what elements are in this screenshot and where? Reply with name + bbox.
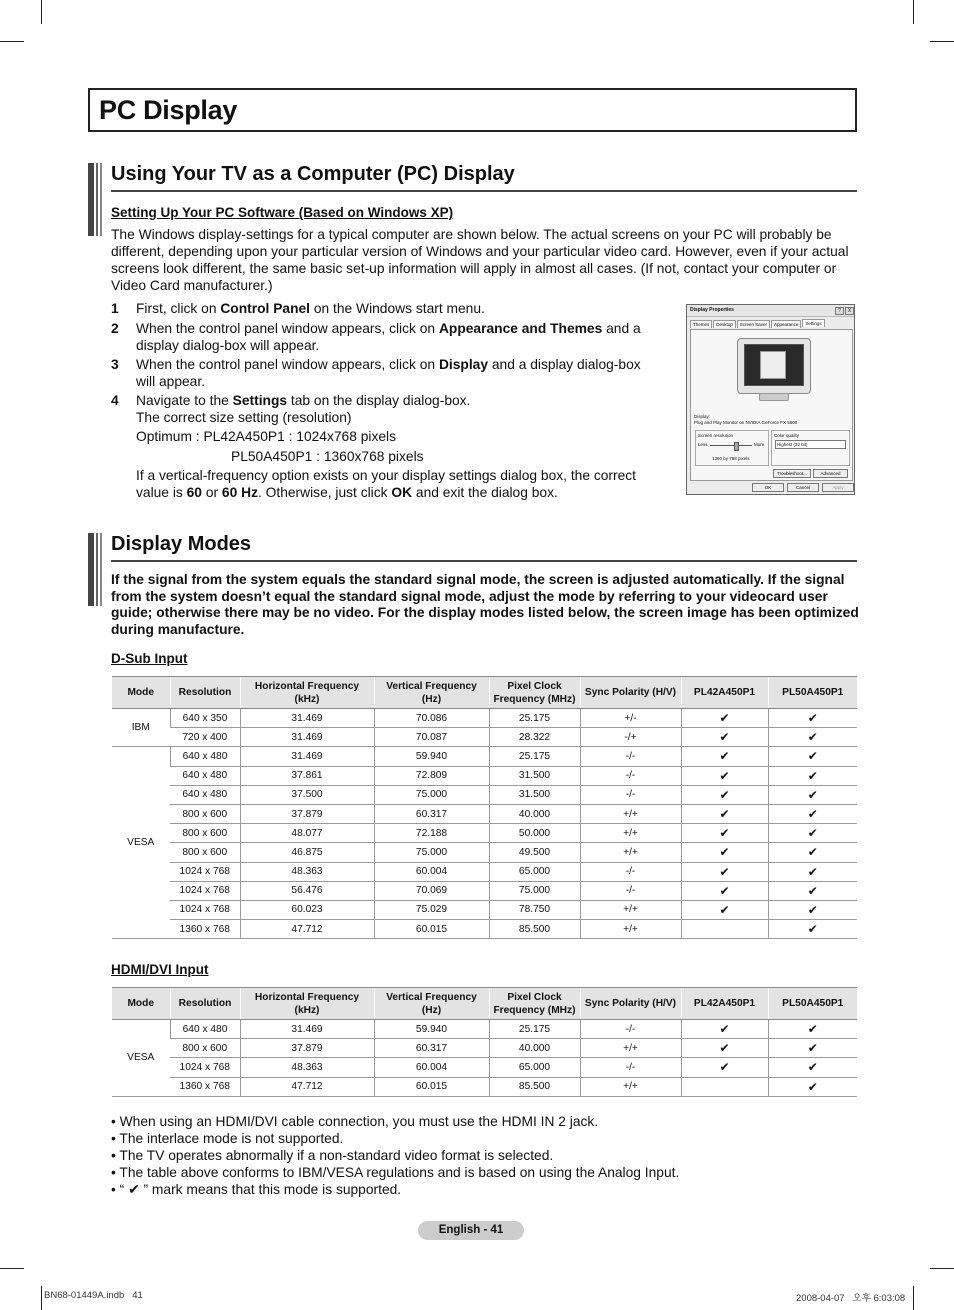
table-cell: 40.000 (489, 1039, 580, 1058)
step-text: When the control panel window appears, click on (136, 321, 439, 336)
step-text: The correct size setting (resolution) (136, 410, 352, 425)
mode-cell: VESA (112, 1020, 170, 1097)
step-number: 3 (111, 357, 119, 372)
step-bold: Settings (232, 393, 288, 408)
support-check-cell: ✔ (768, 1077, 857, 1096)
table-cell: 48.077 (240, 824, 374, 843)
color-quality-group (771, 430, 850, 466)
support-check-cell: ✔ (768, 1058, 857, 1077)
file-info: BN68-01449A.indb 41 (44, 1290, 143, 1301)
table-cell: 60.023 (240, 900, 374, 919)
table-cell: 48.363 (240, 862, 374, 881)
settings-pane (690, 329, 853, 481)
step-number: 1 (111, 301, 119, 316)
step-bold: 60 Hz (221, 485, 258, 500)
table-row (112, 1077, 857, 1096)
support-check-cell: ✔ (768, 709, 857, 728)
table-cell: 47.712 (240, 920, 374, 939)
table-cell: -/- (580, 766, 681, 785)
display-properties-dialog (686, 304, 855, 495)
table-cell: 640 x 480 (170, 766, 240, 785)
col-header: Pixel Clock Frequency (MHz) (489, 677, 580, 709)
print-timestamp: 2008-04-07 오후 6:03:08 (796, 1293, 906, 1304)
support-check-cell: ✔ (681, 881, 768, 900)
monitor-icon (737, 338, 811, 394)
table-cell: -/- (580, 1058, 681, 1077)
support-check-cell: ✔ (681, 862, 768, 881)
support-check-cell: ✔ (768, 1020, 857, 1039)
support-check-cell: ✔ (681, 824, 768, 843)
tab-screen-saver[interactable]: Screen Saver (737, 320, 770, 328)
notes-list (111, 1113, 679, 1198)
table-cell: +/- (580, 709, 681, 728)
table-cell: 25.175 (489, 1020, 580, 1039)
support-check-cell: ✔ (681, 785, 768, 804)
support-check-cell: ✔ (681, 804, 768, 823)
table-cell: 60.015 (374, 1077, 489, 1096)
table-cell: 1360 x 768 (170, 920, 240, 939)
table-cell: 800 x 600 (170, 804, 240, 823)
support-check-cell (681, 920, 768, 939)
table-cell: 37.879 (240, 804, 374, 823)
table-cell: 800 x 600 (170, 1039, 240, 1058)
table-cell: 60.004 (374, 862, 489, 881)
crop-mark (930, 41, 954, 42)
intro-paragraph: The Windows display-settings for a typical computer are shown below. The actual screens on your PC will probably be different, depending upon your particular version of Windows and your particular video card. However, even if your actual screens look different, the same basic set-up information will apply in almost all cases. (If not, contact your computer or Video Card manufacturer.) (111, 227, 849, 293)
apply-button[interactable]: Apply (822, 483, 854, 492)
table-row (112, 747, 857, 766)
support-check-cell: ✔ (768, 766, 857, 785)
table-cell: 1024 x 768 (170, 881, 240, 900)
table-cell: 60.317 (374, 804, 489, 823)
table-row (112, 1039, 857, 1058)
support-check-cell: ✔ (768, 862, 857, 881)
table-cell: 72.188 (374, 824, 489, 843)
crop-mark (913, 1286, 914, 1310)
table-cell: 50.000 (489, 824, 580, 843)
table-cell: 60.015 (374, 920, 489, 939)
dsub-modes-table (112, 676, 857, 939)
step-text: or (201, 485, 222, 500)
table-cell: 1360 x 768 (170, 1077, 240, 1096)
resolution-line-42: Optimum : PL42A450P1 : 1024x768 pixels (136, 429, 396, 444)
cancel-button[interactable]: Cancel (787, 483, 819, 492)
ok-button[interactable]: OK (752, 483, 784, 492)
list-item: • The table above conforms to IBM/VESA regulations and is based on using the Analog Input. (111, 1165, 680, 1180)
col-header: Vertical Frequency (Hz) (374, 677, 489, 709)
table-cell: 46.875 (240, 843, 374, 862)
table-cell: 60.317 (374, 1039, 489, 1058)
resolution-label: Screen resolution (698, 433, 734, 438)
mode-cell: IBM (112, 709, 170, 747)
list-item: • When using an HDMI/DVI cable connection, you must use the HDMI IN 2 jack. (111, 1114, 599, 1129)
tab-appearance[interactable]: Appearance (771, 320, 801, 328)
section-rule (111, 190, 857, 192)
table-cell: 31.469 (240, 747, 374, 766)
table-cell: 59.940 (374, 1020, 489, 1039)
col-header: Sync Polarity (H/V) (580, 988, 681, 1020)
table-cell: 59.940 (374, 747, 489, 766)
tab-settings[interactable]: Settings (802, 319, 824, 327)
table-row (112, 862, 857, 881)
dsub-heading: D-Sub Input (111, 651, 188, 666)
table-cell: 1024 x 768 (170, 1058, 240, 1077)
table-cell: 31.469 (240, 1020, 374, 1039)
col-header: PL42A450P1 (681, 677, 768, 709)
table-cell: 75.029 (374, 900, 489, 919)
table-header-row (112, 677, 857, 709)
hdmi-heading: HDMI/DVI Input (111, 962, 209, 977)
step-text: display dialog-box will appear. (136, 338, 320, 353)
display-value: Plug and Play Monitor on NVIDIA GeForce FX 5600 (694, 420, 798, 425)
table-cell: 31.469 (240, 728, 374, 747)
table-cell: 78.750 (489, 900, 580, 919)
display-label: Display: (694, 414, 711, 419)
table-row (112, 709, 857, 728)
step-bold: Appearance and Themes (438, 321, 603, 336)
table-cell: 720 x 400 (170, 728, 240, 747)
section-rule (111, 560, 857, 562)
table-cell: -/- (580, 747, 681, 766)
step-text: . Otherwise, just click (257, 485, 392, 500)
col-header: Mode (112, 988, 170, 1020)
window-icon (760, 351, 786, 379)
table-cell: 31.500 (489, 785, 580, 804)
support-check-cell: ✔ (768, 785, 857, 804)
col-header: Horizontal Frequency (kHz) (240, 677, 374, 709)
table-cell: 800 x 600 (170, 843, 240, 862)
step-text: and a (602, 321, 641, 336)
color-quality-label: Color quality (774, 433, 800, 438)
step-text: will appear. (136, 374, 206, 389)
support-check-cell: ✔ (768, 843, 857, 862)
troubleshoot-button[interactable]: Troubleshoot... (773, 469, 811, 478)
dialog-titlebar (687, 305, 854, 317)
table-cell: 640 x 480 (170, 785, 240, 804)
crop-mark (913, 0, 914, 24)
table-cell: -/- (580, 785, 681, 804)
table-cell: 28.322 (489, 728, 580, 747)
mode-cell: VESA (112, 747, 170, 939)
support-check-cell: ✔ (681, 1039, 768, 1058)
table-cell: +/+ (580, 920, 681, 939)
table-cell: -/- (580, 862, 681, 881)
col-header: PL50A450P1 (768, 677, 857, 709)
support-check-cell: ✔ (768, 747, 857, 766)
table-cell: 37.500 (240, 785, 374, 804)
col-header: Vertical Frequency (Hz) (374, 988, 489, 1020)
monitor-screen (744, 344, 804, 386)
tab-themes[interactable]: Themes (690, 320, 712, 328)
table-cell: +/+ (580, 824, 681, 843)
table-cell: 1024 x 768 (170, 900, 240, 919)
page-title: PC Display (99, 95, 238, 125)
resolution-value: 1360 by 768 pixels (712, 456, 750, 461)
support-check-cell: ✔ (768, 1039, 857, 1058)
table-cell: 85.500 (489, 1077, 580, 1096)
col-header: PL50A450P1 (768, 988, 857, 1020)
support-check-cell: ✔ (681, 728, 768, 747)
section-title-display-modes: Display Modes (111, 533, 252, 555)
table-row (112, 1058, 857, 1077)
table-row (112, 824, 857, 843)
advanced-button[interactable]: Advanced (813, 469, 848, 478)
table-cell: +/+ (580, 1077, 681, 1096)
table-row (112, 920, 857, 939)
col-header: PL42A450P1 (681, 988, 768, 1020)
table-cell: 640 x 480 (170, 1020, 240, 1039)
table-cell: 31.500 (489, 766, 580, 785)
step-text: First, click on (136, 301, 221, 316)
col-header: Mode (112, 677, 170, 709)
table-row (112, 728, 857, 747)
table-cell: 70.069 (374, 881, 489, 900)
table-cell: 48.363 (240, 1058, 374, 1077)
table-row (112, 804, 857, 823)
support-check-cell: ✔ (768, 804, 857, 823)
page-title-box (88, 88, 857, 132)
resolution-less: Less (698, 442, 708, 447)
table-cell: 25.175 (489, 709, 580, 728)
col-header: Sync Polarity (H/V) (580, 677, 681, 709)
step-text: on the Windows start menu. (310, 301, 485, 316)
table-row (112, 766, 857, 785)
list-item: • “ ✔ ” mark means that this mode is supported. (111, 1182, 402, 1197)
table-cell: 37.879 (240, 1039, 374, 1058)
table-cell: 70.086 (374, 709, 489, 728)
support-check-cell: ✔ (681, 843, 768, 862)
table-cell: 65.000 (489, 1058, 580, 1077)
support-check-cell: ✔ (681, 1058, 768, 1077)
support-check-cell: ✔ (681, 1020, 768, 1039)
step-number: 2 (111, 321, 119, 336)
table-cell: 40.000 (489, 804, 580, 823)
table-cell: 75.000 (374, 843, 489, 862)
crop-mark (41, 0, 42, 24)
crop-mark (0, 1268, 24, 1269)
col-header: Resolution (170, 988, 240, 1020)
resolution-line-50: PL50A450P1 : 1360x768 pixels (231, 449, 424, 464)
section-marker (88, 163, 102, 236)
table-row (112, 1020, 857, 1039)
step-bold: Control Panel (220, 301, 311, 316)
resolution-slider[interactable] (710, 445, 752, 446)
page-number-badge: English - 41 (418, 1221, 524, 1240)
table-cell: 47.712 (240, 1077, 374, 1096)
table-row (112, 900, 857, 919)
support-check-cell: ✔ (768, 824, 857, 843)
table-cell: +/+ (580, 804, 681, 823)
table-cell: +/+ (580, 843, 681, 862)
table-cell: 1024 x 768 (170, 862, 240, 881)
table-row (112, 785, 857, 804)
table-cell: +/+ (580, 900, 681, 919)
table-cell: 25.175 (489, 747, 580, 766)
support-check-cell: ✔ (768, 900, 857, 919)
color-quality-select[interactable]: Highest (32 bit) (775, 440, 846, 449)
table-cell: +/+ (580, 1039, 681, 1058)
table-cell: -/- (580, 881, 681, 900)
step-text: and a display dialog-box (488, 357, 641, 372)
table-row (112, 843, 857, 862)
col-header: Resolution (170, 677, 240, 709)
table-cell: 60.004 (374, 1058, 489, 1077)
list-item: • The TV operates abnormally if a non-standard video format is selected. (111, 1148, 554, 1163)
support-check-cell: ✔ (681, 709, 768, 728)
step-text: If a vertical-frequency option exists on your display settings dialog box, the correct (136, 468, 637, 483)
col-header: Pixel Clock Frequency (MHz) (489, 988, 580, 1020)
section-title-pc-display: Using Your TV as a Computer (PC) Display (111, 163, 515, 185)
list-item: • The interlace mode is not supported. (111, 1131, 344, 1146)
help-icon[interactable]: ? (835, 307, 844, 315)
table-cell: 31.469 (240, 709, 374, 728)
table-cell: 65.000 (489, 862, 580, 881)
resolution-group (695, 430, 769, 466)
step-text: value is (136, 485, 187, 500)
table-cell: 75.000 (374, 785, 489, 804)
table-cell: 640 x 350 (170, 709, 240, 728)
table-cell: 800 x 600 (170, 824, 240, 843)
table-cell: -/- (580, 1020, 681, 1039)
col-header: Horizontal Frequency (kHz) (240, 988, 374, 1020)
display-modes-intro: If the signal from the system equals the standard signal mode, the screen is adjusted automatically. If the signal from the system doesn’t equal the standard signal mode, adjust the mode by referring to your videocard user guide; otherwise there may be no video. For the display modes listed below, the screen image has been optimized during manufacture. (111, 572, 859, 637)
table-cell: 85.500 (489, 920, 580, 939)
support-check-cell: ✔ (768, 881, 857, 900)
tab-desktop[interactable]: Desktop (713, 320, 736, 328)
setup-heading: Setting Up Your PC Software (Based on Windows XP) (111, 205, 454, 220)
step-bold: Display (438, 357, 489, 372)
table-cell: 72.809 (374, 766, 489, 785)
section-marker (88, 533, 102, 606)
table-cell: 75.000 (489, 881, 580, 900)
table-cell: 49.500 (489, 843, 580, 862)
step-text: When the control panel window appears, click on (136, 357, 439, 372)
crop-mark (930, 1268, 954, 1269)
support-check-cell (681, 1077, 768, 1096)
step-bold: OK (391, 485, 413, 500)
step-text: Navigate to the (136, 393, 233, 408)
resolution-more: More (754, 442, 765, 447)
table-header-row (112, 988, 857, 1020)
dialog-title: Display Properties (690, 307, 734, 313)
hdmi-modes-table (112, 987, 857, 1097)
dialog-tabs (690, 320, 826, 329)
table-cell: 56.476 (240, 881, 374, 900)
slider-thumb[interactable] (734, 442, 739, 451)
support-check-cell: ✔ (681, 747, 768, 766)
support-check-cell: ✔ (681, 766, 768, 785)
table-cell: 37.861 (240, 766, 374, 785)
close-icon[interactable]: X (845, 307, 854, 315)
support-check-cell: ✔ (768, 728, 857, 747)
step-bold: 60 (186, 485, 202, 500)
table-row (112, 881, 857, 900)
step-text: tab on the display dialog-box. (287, 393, 471, 408)
step-number: 4 (111, 393, 119, 408)
monitor-stand-icon (759, 393, 789, 401)
crop-mark (0, 41, 24, 42)
table-cell: -/+ (580, 728, 681, 747)
support-check-cell: ✔ (768, 920, 857, 939)
step-text: and exit the dialog box. (412, 485, 558, 500)
table-cell: 640 x 480 (170, 747, 240, 766)
table-cell: 70.087 (374, 728, 489, 747)
support-check-cell: ✔ (681, 900, 768, 919)
crop-mark (41, 1286, 42, 1310)
